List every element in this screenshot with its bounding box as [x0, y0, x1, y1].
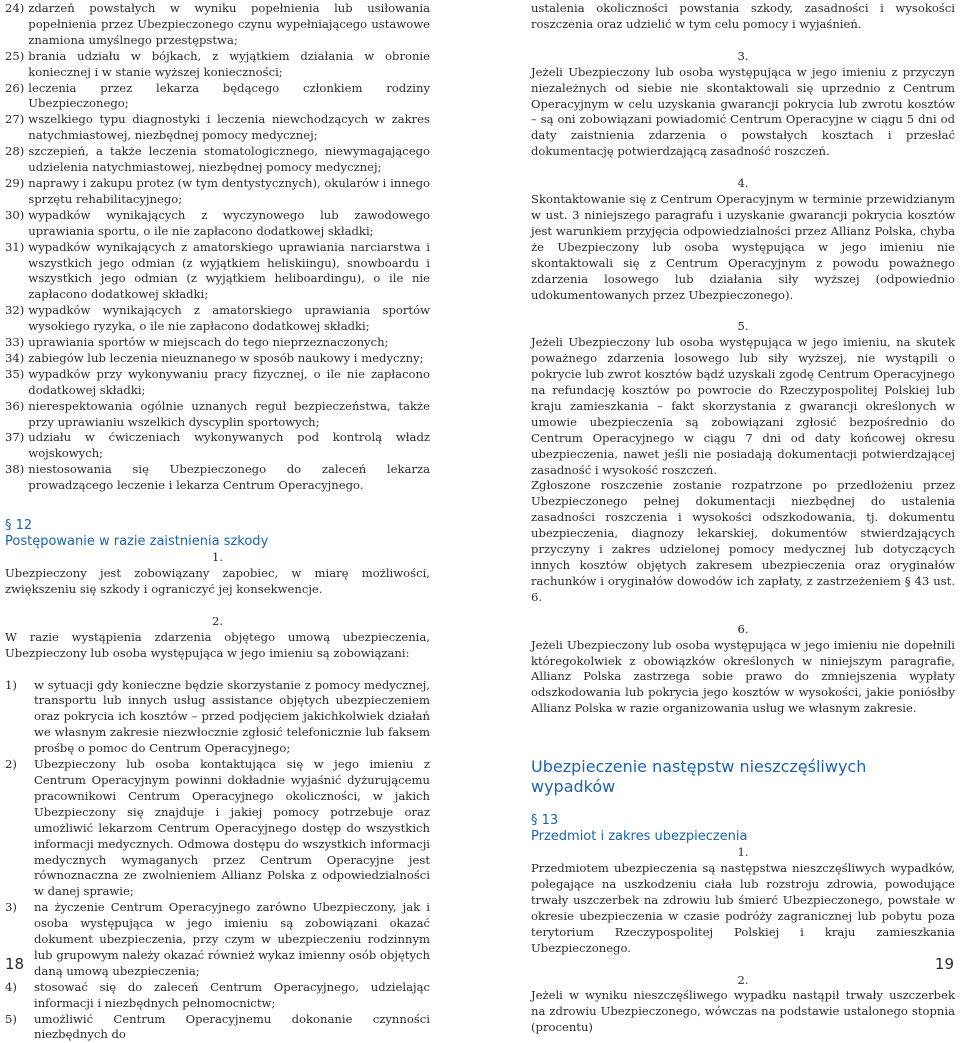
list-item-text: udziału w ćwiczeniach wykonywanych pod kontrolą władz wojskowych;	[28, 430, 430, 461]
paragraph-text: Zgłoszone roszczenie zostanie rozpatrzone po przedłożeniu przez Ubezpieczonego pełnej dokumentacji niezbędnej do ustalenia zasadności roszczenia i wysokości odszkodowania, tj. dokumentu ubezpieczenia, diagnozy lekarskiej, dokumentów stwierdzających przyczyny i zakres udzielonej pomocy medycznej lub dotyczących innych kosztów objętych zakresem ubezpieczenia oraz oryginałów rachunków i oryginałów dowodów ich zapłaty, z zastrzeżeniem § 43 ust. 6.	[531, 478, 955, 604]
list-item-number: 1)	[5, 677, 17, 692]
list-item-number: 29)	[5, 175, 25, 190]
list-item	[5, 176, 430, 208]
paragraph-text: Jeżeli Ubezpieczony lub osoba występująca w jego imieniu nie dopełnili któregokolwiek z obowiązków określonych w niniejszym paragrafie, Allianz Polska zastrzega sobie prawo do zmniejszenia wypłaty odszkodowania lub pokrycia jego kosztów w wysokości, jakie poniósłby Allianz Polska w razie organizowania usług we własnym zakresie.	[531, 637, 955, 716]
list-item	[5, 112, 430, 144]
list-item	[5, 430, 430, 462]
paragraph-text: ustalenia okoliczności powstania szkody, zasadności i wysokości roszczenia oraz udzielić w tym celu pomocy i wyjaśnień.	[531, 1, 955, 31]
list-item-text: wypadków wynikających z amatorskiego uprawiania narciarstwa i wszystkich jego odmian (z wyjątkiem heliskiingu), snowboardu i wszystkich jego odmian (z wyjątkiem heliboardingu), o ile nie zapłacono dodatkowej składki;	[28, 239, 430, 302]
list-item-number: 38)	[5, 462, 25, 477]
list-item-number: 28)	[5, 144, 25, 159]
list-item-number: 33)	[5, 335, 25, 350]
list-item-text: wszelkiego typu diagnostyki i leczenia niewchodzących w zakres natychmiastowej, niezbędnej pomocy medycznej;	[28, 112, 430, 143]
paragraph-number: 2.	[211, 613, 224, 628]
list-item-number: 34)	[5, 350, 25, 365]
list-item-number: 30)	[5, 207, 25, 222]
paragraph-text: Jeżeli w wyniku nieszczęśliwego wypadku nastąpił trwały uszczerbek na zdrowiu Ubezpieczonego, wówczas na podstawie ustalonego stopnia (procentu)	[531, 988, 955, 1035]
paragraph-number: 1.	[737, 845, 749, 860]
list-item-text: stosować się do zaleceń Centrum Operacyjnego, udzielając informacji i niezbędnych pełnomocnictw;	[34, 979, 430, 1010]
list-item	[5, 240, 430, 304]
list-item	[5, 757, 430, 900]
paragraph-text: Jeżeli Ubezpieczony lub osoba występująca w jego imieniu z przyczyn niezależnych od siebie nie skontaktowali się uprzednio z Centrum Operacyjnym w celu uzyskania gwarancji pokrycia lub zwrotu kosztów – są oni zobowiązani powiadomić Centrum Operacyjne w ciągu 5 dni od daty zaistnienia zdarzenia o powstałych kosztach i przesłać dokumentację potwierdzającą zasadność roszczeń.	[531, 64, 955, 159]
list-item-number: 25)	[5, 48, 25, 63]
list-item-number: 35)	[5, 366, 25, 381]
list-item-number: 2)	[5, 757, 17, 772]
list-item-number: 3)	[5, 900, 17, 915]
list-item	[5, 462, 430, 494]
list-item	[5, 1, 430, 49]
paragraph-text: W razie wystąpienia zdarzenia objętego umową ubezpieczenia, Ubezpieczony lub osoba występująca w jego imieniu są zobowiązani:	[5, 629, 430, 660]
list-item-text: uprawiania sportów w miejscach do tego nieprzeznaczonych;	[28, 335, 389, 350]
list-item	[5, 351, 430, 367]
list-item-text: na życzenie Centrum Operacyjnego zarówno Ubezpieczony, jak i osoba występująca w jego imieniu są zobowiązani okazać dokument ubezpieczenia, przy czym w ubezpieczeniu rodzinnym lub grupowym należy okazać również wykaz imienny osób objętych daną umową ubezpieczenia;	[34, 900, 430, 978]
list-item-number: 5)	[5, 1011, 17, 1026]
list-item	[5, 208, 430, 240]
list-item	[5, 144, 430, 176]
list-item-number: 36)	[5, 398, 25, 413]
list-item-text: wypadków przy wykonywaniu pracy fizycznej, o ile nie zapłacono dodatkowej składki;	[28, 366, 430, 397]
list-item	[5, 399, 430, 431]
list-item-text: w sytuacji gdy konieczne będzie skorzystanie z pomocy medycznej, transportu lub innych usług assistance objętych ubezpieczeniem oraz pokrycia ich kosztów – przed podjęciem jakichkolwiek działań we własnym zakresie niezwłocznie zgłosić telefonicznie lub faksem prośbę o pomoc do Centrum Operacyjnego;	[34, 677, 430, 756]
list-item-number: 24)	[5, 1, 25, 15]
list-item	[5, 367, 430, 399]
paragraph-number: 6.	[737, 621, 749, 636]
list-item	[5, 335, 430, 351]
obligations-list	[5, 678, 430, 1043]
paragraph-number: 2.	[737, 972, 749, 987]
list-item-text: szczepień, a także leczenia stomatologicznego, niewymagającego udzielenia natychmiastowej, niezbędnej pomocy medycznej;	[28, 144, 430, 175]
list-item-text: naprawy i zakupu protez (w tym dentystycznych), okularów i innego sprzętu rehabilitacyjnego;	[28, 175, 430, 206]
list-item-text: Ubezpieczony lub osoba kontaktująca się w jego imieniu z Centrum Operacyjnym powinni dokładnie wyjaśnić dyżurującemu pracownikowi Centrum Operacyjnego okoliczności, w jakich Ubezpieczony się znajduje i jakiej pomocy potrzebuje oraz umożliwić lekarzom Centrum Operacyjnego dostęp do wszystkich informacji medycznych. Odmowa dostępu do wszystkich informacji medycznych wymaganych przez Centrum Operacyjne jest równoznaczna ze zwolnieniem Allianz Polska z odpowiedzialności w danej sprawie;	[34, 757, 430, 899]
paragraph-number: 4.	[737, 176, 749, 191]
paragraph-text: Jeżeli Ubezpieczony lub osoba występująca w jego imieniu, na skutek poważnego zdarzenia losowego lub siły wyższej, nie wystąpili o pokrycie lub zwrot kosztów bądź uzyskali zgodę Centrum Operacyjnego na refundację kosztów po powrocie do Rzeczypospolitej Polskiej lub kraju zamieszkania – fakt skorzystania z gwarancji określonych w umowie ubezpieczenia są zobowiązani zgłosić bezpośrednio do Centrum Operacyjnego w ciągu 7 dni od daty końcowej okresu ubezpieczenia, nawet jeśli nie posiadają dokumentacji potwierdzającej zasadność i wysokość roszczeń.	[531, 335, 955, 477]
list-item-number: 37)	[5, 430, 25, 445]
right-column	[531, 1, 955, 1036]
list-item	[5, 980, 430, 1012]
page-number-right: 19	[934, 955, 954, 974]
exclusions-list-a	[5, 1, 430, 494]
paragraph-text: Skontaktowanie się z Centrum Operacyjnym w terminie przewidzianym w ust. 3 niniejszego paragrafu i uzyskanie gwarancji pokrycia kosztów jest warunkiem przyjęcia odpowiedzialności przez Allianz Polska, chyba że Ubezpieczony lub osoba występująca w jego imieniu nie skontaktowali się z Centrum Operacyjnym z powodu poważnego zdarzenia losowego lub działania siły wyższej (odpowiednio udokumentowanych przez Ubezpieczonego).	[531, 192, 955, 302]
paragraph-text: Przedmiotem ubezpieczenia są następstwa nieszczęśliwych wypadków, polegające na uszkodzeniu ciała lub rozstroju zdrowia, powodujące trwały uszczerbek na zdrowiu lub śmierć Ubezpieczonego, powstałe w okresie ubezpieczenia w czasie podróży zagranicznej lub pobytu poza terytorium Rzeczypospolitej Polskiej i kraju zamieszkania Ubezpieczonego.	[531, 861, 955, 955]
paragraph-number: 1.	[211, 550, 224, 565]
list-item-text: leczenia przez lekarza będącego członkiem rodziny Ubezpieczonego;	[28, 80, 430, 111]
list-item-text: zdarzeń powstałych w wyniku popełnienia lub usiłowania popełnienia przez Ubezpieczonego czynu wypełniającego ustawowe znamiona umyślnego przestępstwa;	[28, 1, 430, 47]
list-item-number: 26)	[5, 80, 25, 95]
list-item	[5, 81, 430, 113]
list-item-number: 4)	[5, 979, 17, 994]
section-title: Postępowanie w razie zaistnienia szkody	[5, 534, 269, 550]
list-item-text: nierespektowania ogólnie uznanych reguł bezpieczeństwa, także przy uprawianiu wszelkich dyscyplin sportowych;	[28, 398, 430, 429]
list-item	[5, 1012, 430, 1043]
paragraph-number: 3.	[737, 48, 749, 63]
paragraph-number: 5.	[737, 319, 749, 334]
list-item	[5, 49, 430, 81]
list-item-text: wypadków wynikających z wyczynowego lub zawodowego uprawiania sportu, o ile nie zapłacono dodatkowej składki;	[28, 207, 430, 238]
list-item	[5, 900, 430, 980]
list-item	[5, 303, 430, 335]
section-number: § 12	[5, 518, 33, 534]
list-item-text: wypadków wynikających z amatorskiego uprawiania sportów wysokiego ryzyka, o ile nie zapłacono dodatkowej składki;	[28, 303, 430, 334]
chapter-title: Ubezpieczenie następstw nieszczęśliwych wypadków	[531, 757, 867, 797]
section-number: § 13	[531, 813, 559, 829]
list-item-text: brania udziału w bójkach, z wyjątkiem działania w obronie koniecznej i w stanie wyższej konieczności;	[28, 48, 430, 79]
section-title: Przedmiot i zakres ubezpieczenia	[531, 829, 748, 845]
list-item-number: 32)	[5, 303, 25, 318]
list-item-text: zabiegów lub leczenia nieuznanego w sposób naukowy i medyczny;	[28, 350, 424, 365]
list-item-number: 27)	[5, 112, 25, 127]
list-item-number: 31)	[5, 239, 25, 254]
left-column	[5, 1, 430, 1043]
paragraph-text: Ubezpieczony jest zobowiązany zapobiec, w miarę możliwości, zwiększeniu się szkody i ograniczyć jej konsekwencje.	[5, 566, 430, 596]
list-item-text: umożliwić Centrum Operacyjnemu dokonanie czynności niezbędnych do	[34, 1011, 430, 1042]
page-number-left: 18	[5, 955, 25, 974]
list-item	[5, 678, 430, 758]
list-item-text: niestosowania się Ubezpieczonego do zaleceń lekarza prowadzącego leczenie i lekarza Centrum Operacyjnego.	[28, 462, 430, 493]
